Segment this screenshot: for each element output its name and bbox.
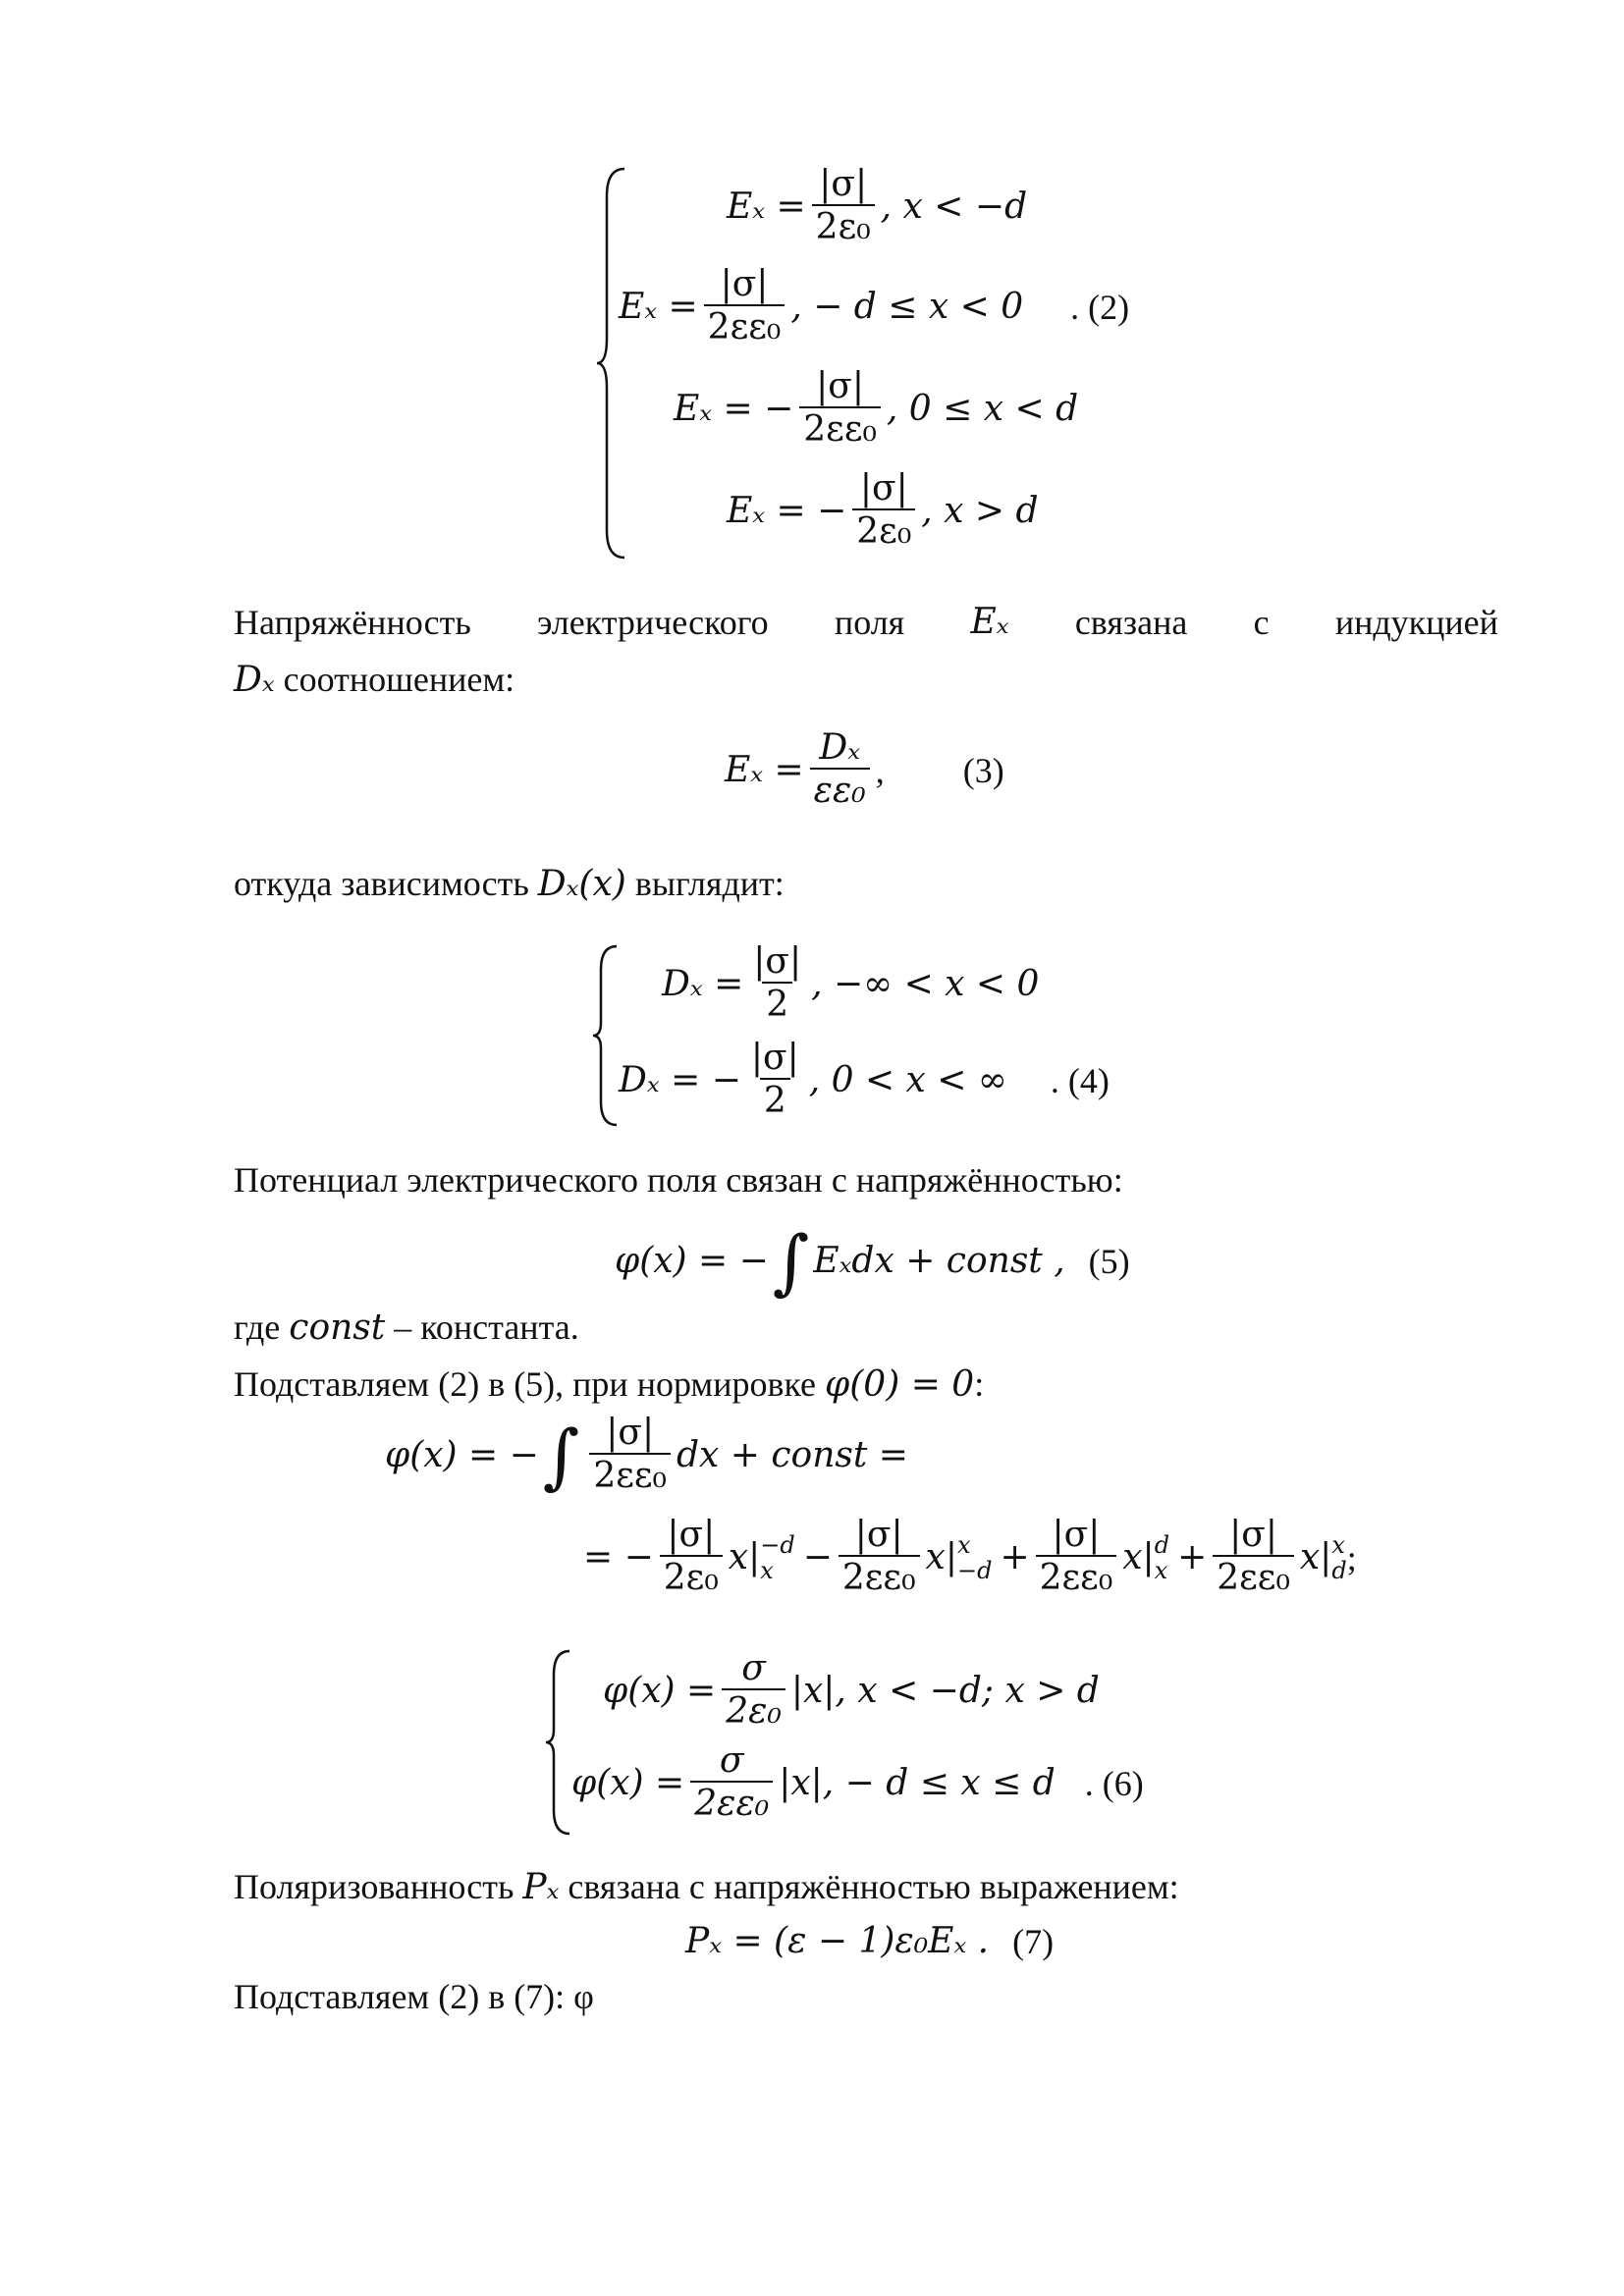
eq6-line2: φ(x) = $\frac{\sigma}{\text{2εε₀}}$ |x|, − d ≤ x ≤ d . (6) xyxy=(571,1740,1144,1824)
fraction: $\frac{\sigma}{\text{2ε₀}}$ xyxy=(722,1649,785,1734)
fraction: $\frac{|\sigma|}{2}$ xyxy=(753,941,802,1025)
paragraph-field-relation-line2: Dₓ соотношением: xyxy=(234,660,515,700)
equation-number: (3) xyxy=(962,751,1004,790)
fraction: $\frac{|\sigma|}{\text{2εε₀}}$ xyxy=(799,367,881,452)
eq2-line4: Eₓ = − $\frac{|\sigma|}{\text{2ε₀}}$ , x > d xyxy=(727,468,1039,552)
eq-integral-line1: φ(x) = − ∫ $\frac{|\sigma|}{\text{2εε₀}}$ dx + const = xyxy=(385,1412,908,1500)
equation-number: . (2) xyxy=(1070,288,1130,327)
eq4-line1: Dₓ = $\frac{|\sigma|}{2}$ , −∞ < x < 0 xyxy=(662,941,1040,1025)
fraction: $\frac{|\sigma|}{2}$ xyxy=(750,1038,799,1121)
paragraph-field-relation: Напряжённость электрического поля Eₓ связана с индукцией xyxy=(234,602,1498,642)
equation-number: (5) xyxy=(1088,1242,1130,1281)
fraction: $\frac{|\sigma|}{\text{2εε₀}}$ xyxy=(1036,1516,1117,1600)
paragraph-potential: Потенциал электрического поля связан с напряжённостью: xyxy=(234,1160,1123,1200)
fraction: $\frac{|\sigma|}{\text{2εε₀}}$ xyxy=(589,1414,671,1498)
eq4-line2: Dₓ = − $\frac{|\sigma|}{2}$ , 0 < x < ∞ . (4) xyxy=(619,1038,1110,1121)
fraction: $\frac{|\sigma|}{\text{2ε₀}}$ xyxy=(852,469,915,554)
fraction: $\frac{\text{Dₓ}}{\text{εε₀}}$ xyxy=(810,728,870,813)
integral-sign: ∫ xyxy=(772,1220,810,1303)
equation-number: (7) xyxy=(1012,1922,1055,1961)
fraction: $\frac{\sigma}{\text{2εε₀}}$ xyxy=(690,1741,773,1826)
eq3: Eₓ = $\frac{\text{Dₓ}}{\text{εε₀}}$ , (3) xyxy=(725,727,1004,811)
equation-number: . (6) xyxy=(1084,1764,1144,1803)
eq-integral-line2: = − $\frac{|\sigma|}{\text{2ε₀}}$ x| −d x − $\frac{|\sigma|}{\text{2εε₀}}$ x| x −d + $\frac{|\sigma|}{\text{2εε₀}}$ x| d x + $\frac{|\sigma|}{\text{2εε₀}}$ x| x d ; xyxy=(583,1515,1357,1598)
fraction: $\frac{|\sigma|}{\text{2εε₀}}$ xyxy=(1213,1516,1294,1600)
brace-eq2 xyxy=(595,167,630,560)
brace-eq6 xyxy=(544,1649,573,1836)
equation-number: . (4) xyxy=(1050,1061,1110,1100)
brace-eq4 xyxy=(591,944,621,1127)
paragraph-substitute-2-5: Подставляем (2) в (5), при нормировке φ(0) = 0: xyxy=(234,1364,985,1405)
paragraph-dx-dependence: откуда зависимость Dₓ(x) выглядит: xyxy=(234,864,785,904)
fraction: $\frac{|\sigma|}{\text{2ε₀}}$ xyxy=(660,1516,723,1600)
eq6-line1: φ(x) = $\frac{\sigma}{\text{2ε₀}}$ |x|, x < −d; x > d xyxy=(603,1648,1100,1732)
eq7: Pₓ = (ε − 1)ε₀Eₓ . (7) xyxy=(685,1921,1055,1961)
paragraph-substitute-2-7: Подставляем (2) в (7): φ xyxy=(234,1977,594,2016)
integral-sign: ∫ xyxy=(542,1415,580,1497)
fraction: $\frac{|\sigma|}{\text{2εε₀}}$ xyxy=(839,1516,920,1600)
paragraph-const: где const – константа. xyxy=(234,1308,579,1348)
eq2-line2: Eₓ = $\frac{|\sigma|}{\text{2εε₀}}$ , − d ≤ x < 0 . (2) xyxy=(619,264,1130,347)
fraction: $\frac{|\sigma|}{\text{2εε₀}}$ xyxy=(704,265,785,349)
eq2-line3: Eₓ = − $\frac{|\sigma|}{\text{2εε₀}}$ , 0 ≤ x < d xyxy=(674,366,1079,450)
fraction: $\frac{|\sigma|}{\text{2ε₀}}$ xyxy=(812,165,875,249)
eq5: φ(x) = − ∫ Eₓdx + const , (5) xyxy=(615,1217,1130,1306)
paragraph-polarization: Поляризованность Pₓ связана с напряжённостью выражением: xyxy=(234,1867,1179,1907)
eq2-line1: Eₓ = $\frac{|\sigma|}{\text{2ε₀}}$ , x < −d xyxy=(727,164,1028,247)
